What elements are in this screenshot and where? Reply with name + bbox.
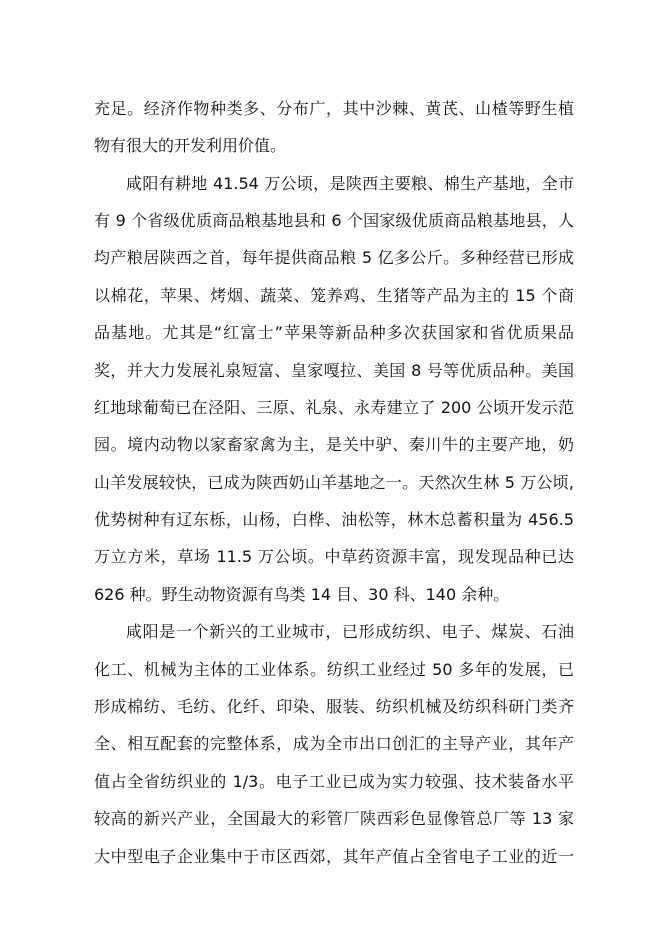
text-line: 较高的新兴产业，全国最大的彩管厂陕西彩色显像管总厂等 13 家 bbox=[94, 809, 574, 828]
text-line: 全、相互配套的完整体系，成为全市出口创汇的主导产业，其年产 bbox=[94, 734, 574, 753]
text-line: 红地球葡萄已在泾阳、三原、礼泉、永寿建立了 200 公顷开发示范 bbox=[94, 398, 574, 417]
text-line: 化工、机械为主体的工业体系。纺织工业经过 50 多年的发展，已 bbox=[94, 660, 574, 679]
text-line: 有 9 个省级优质商品粮基地县和 6 个国家级优质商品粮基地县，人 bbox=[94, 211, 574, 230]
text-line: 均产粮居陕西之首，每年提供商品粮 5 亿多公斤。多种经营已形成 bbox=[94, 248, 574, 267]
text-line: 园。境内动物以家畜家禽为主，是关中驴、秦川牛的主要产地，奶 bbox=[94, 435, 574, 454]
text-line: 值占全省纺织业的 1/3。电子工业已成为实力较强、技术装备水平 bbox=[94, 772, 574, 791]
text-line: 物有很大的开发利用价值。 bbox=[94, 136, 287, 155]
text-line: 形成棉纺、毛纺、化纤、印染、服装、纺织机械及纺织科研门类齐 bbox=[94, 697, 574, 716]
text-line: 优势树种有辽东栎，山杨，白桦、油松等，林木总蓄积量为 456.5 bbox=[94, 510, 574, 529]
text-line: 万立方米，草场 11.5 万公顷。中草药资源丰富，现发现品种已达 bbox=[94, 547, 574, 566]
text-line: 咸阳是一个新兴的工业城市，已形成纺织、电子、煤炭、石油 bbox=[126, 622, 574, 641]
text-line: 以棉花，苹果、烤烟、蔬菜、笼养鸡、生猪等产品为主的 15 个商 bbox=[94, 286, 574, 305]
text-line: 品基地。尤其是“红富士”苹果等新品种多次获国家和省优质果品 bbox=[94, 323, 574, 342]
text-line: 山羊发展较快，已成为陕西奶山羊基地之一。天然次生林 5 万公顷, bbox=[94, 473, 574, 492]
text-line: 充足。经济作物种类多、分布广，其中沙棘、黄芪、山楂等野生植 bbox=[94, 99, 574, 118]
text-line: 奖，并大力发展礼泉短富、皇家嘎拉、美国 8 号等优质品种。美国 bbox=[94, 361, 574, 380]
text-line: 大中型电子企业集中于市区西郊，其年产值占全省电子工业的近一 bbox=[94, 847, 574, 866]
text-line: 626 种。野生动物资源有鸟类 14 目、30 科、140 余种。 bbox=[94, 585, 510, 604]
text-line: 咸阳有耕地 41.54 万公顷，是陕西主要粮、棉生产基地，全市 bbox=[126, 174, 574, 193]
